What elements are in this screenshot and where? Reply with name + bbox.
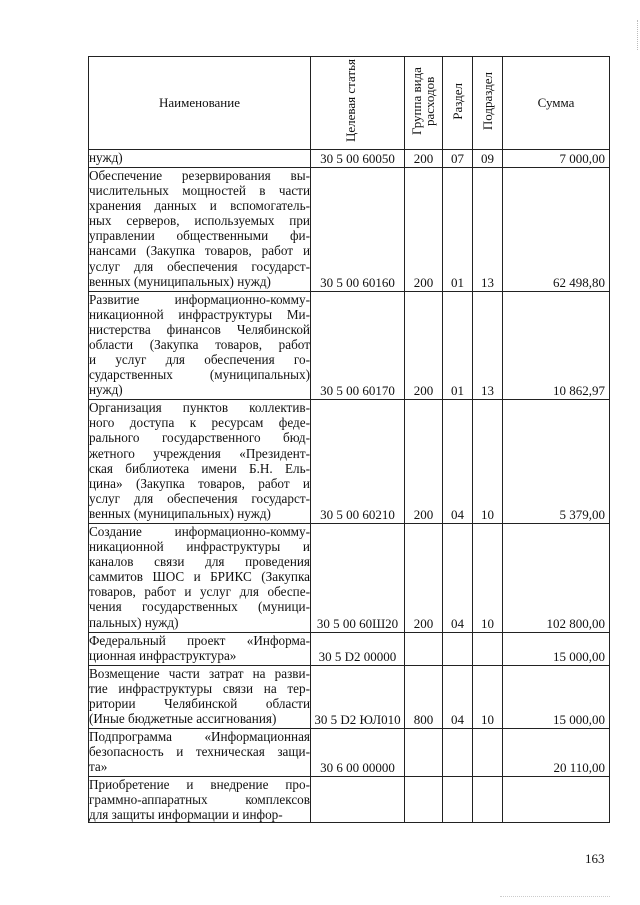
row-group	[405, 632, 443, 665]
row-name-line: венных (муниципальных) нужд)	[89, 273, 271, 289]
row-target-code: 30 5 D2 00000	[311, 632, 405, 665]
row-sum: 7 000,00	[503, 150, 610, 168]
row-name-line: Возмещение части затрат на разви-	[89, 665, 310, 681]
row-subsection: 13	[473, 291, 503, 400]
row-section	[443, 728, 473, 776]
row-subsection	[473, 777, 503, 823]
row-target-code: 30 5 00 60160	[311, 168, 405, 292]
row-name-line: ская библиотека имени Б.Н. Ель-	[89, 460, 310, 476]
row-target-code: 30 5 00 60210	[311, 400, 405, 524]
row-group: 200	[405, 168, 443, 292]
row-name-line: для защиты информации и инфор-	[89, 807, 283, 823]
header-name: Наименование	[89, 57, 311, 150]
row-name-cell	[89, 168, 311, 292]
scan-bottom-mark	[500, 896, 610, 897]
row-name-line: услуг для обеспечения государст-	[89, 490, 310, 506]
row-name-line: Создание информационно-комму-	[89, 523, 310, 539]
row-subsection	[473, 728, 503, 776]
row-name-line: пальных) нужд)	[89, 614, 179, 630]
header-subsection-text: Подраздел	[480, 71, 495, 131]
row-name-cell	[89, 665, 311, 728]
row-name-line: никационной инфраструктуры и	[89, 539, 310, 555]
row-sum: 62 498,80	[503, 168, 610, 292]
table-row	[89, 523, 610, 632]
row-group: 200	[405, 523, 443, 632]
table-row	[89, 777, 610, 823]
row-section: 07	[443, 150, 473, 168]
table-row	[89, 665, 610, 728]
row-target-code: 30 5 00 60170	[311, 291, 405, 400]
row-name-line: тие инфраструктуры связи на тер-	[89, 680, 310, 696]
header-target-text: Целевая статья	[342, 59, 358, 143]
row-name-line: товаров, работ и услуг для обеспе-	[89, 584, 310, 600]
header-group	[405, 57, 443, 150]
table-row	[89, 728, 610, 776]
row-sum	[503, 777, 610, 823]
row-name-line: области (Закупка товаров, работ	[89, 336, 310, 352]
row-name-line: венных (муниципальных) нужд)	[89, 505, 271, 521]
row-target-code: 30 5 00 60050	[311, 150, 405, 168]
row-sum: 15 000,00	[503, 665, 610, 728]
budget-table	[88, 56, 610, 823]
row-name-line: числительных мощностей в части	[89, 183, 310, 199]
row-group: 200	[405, 150, 443, 168]
row-name-cell	[89, 728, 311, 776]
row-subsection	[473, 632, 503, 665]
table-row	[89, 632, 610, 665]
row-name-line: Подпрограмма «Информационная	[89, 728, 310, 744]
row-sum: 15 000,00	[503, 632, 610, 665]
row-name-line: граммно-аппаратных комплексов	[89, 792, 310, 808]
table-header-row	[89, 57, 610, 150]
row-sum: 20 110,00	[503, 728, 610, 776]
row-name-line: ритории Челябинской области	[89, 695, 310, 711]
row-name-line: каналов связи для проведения	[89, 554, 310, 570]
row-name-line: нужд)	[89, 382, 123, 398]
row-section	[443, 632, 473, 665]
row-name-line: Развитие информационно-комму-	[89, 291, 310, 307]
row-sum: 10 862,97	[503, 291, 610, 400]
row-group	[405, 728, 443, 776]
row-name-line: Приобретение и внедрение про-	[89, 777, 310, 793]
row-sum: 102 800,00	[503, 523, 610, 632]
row-name-line: никационной инфраструктуры Ми-	[89, 306, 310, 322]
header-target	[311, 57, 405, 150]
table-body	[89, 150, 610, 823]
row-name-line: хранения данных и вспомогатель-	[89, 198, 310, 214]
row-target-code: 30 6 00 00000	[311, 728, 405, 776]
row-section: 01	[443, 168, 473, 292]
row-name-line: и услуг для обеспечения го-	[89, 352, 310, 368]
row-target-code: 30 5 00 60Ш20	[311, 523, 405, 632]
row-name-line: нужд)	[89, 150, 123, 165]
row-name-line: управлении общественными фи-	[89, 228, 310, 244]
row-section: 04	[443, 665, 473, 728]
header-group-text: Группа вида расходов	[408, 67, 437, 135]
row-name-cell	[89, 523, 311, 632]
row-target-code	[311, 777, 405, 823]
row-name-line: сударственных (муниципальных)	[89, 367, 310, 383]
row-name-line: жетного учреждения «Президент-	[89, 445, 310, 461]
row-name-cell	[89, 150, 311, 168]
row-subsection: 10	[473, 523, 503, 632]
row-section: 04	[443, 523, 473, 632]
row-name-line: (Иные бюджетные ассигнования)	[89, 710, 277, 726]
header-sum: Сумма	[503, 57, 610, 150]
row-name-cell	[89, 400, 311, 524]
row-name-line: та»	[89, 759, 108, 775]
table-row	[89, 168, 610, 292]
scan-edge-mark	[636, 20, 638, 50]
row-name-line: нистерства финансов Челябинской	[89, 321, 310, 337]
row-name-line: саммитов ШОС и БРИКС (Закупка	[89, 569, 310, 585]
row-section: 04	[443, 400, 473, 524]
row-subsection: 10	[473, 400, 503, 524]
row-group: 800	[405, 665, 443, 728]
row-name-line: нансами (Закупка товаров, работ и	[89, 243, 310, 259]
header-section	[443, 57, 473, 150]
row-name-cell	[89, 291, 311, 400]
row-group	[405, 777, 443, 823]
table-row	[89, 150, 610, 168]
row-subsection: 13	[473, 168, 503, 292]
row-target-code: 30 5 D2 ЮЛ010	[311, 665, 405, 728]
row-section: 01	[443, 291, 473, 400]
table-row	[89, 400, 610, 524]
row-name-line: цина» (Закупка товаров, работ и	[89, 475, 310, 491]
row-name-line: рального государственного бюд-	[89, 430, 310, 446]
row-section	[443, 777, 473, 823]
row-name-line: чения государственных (муници-	[89, 599, 310, 615]
row-name-line: Федеральный проект «Информа-	[89, 632, 310, 648]
row-name-cell	[89, 777, 311, 823]
row-name-line: Обеспечение резервирования вы-	[89, 168, 310, 183]
table-row	[89, 291, 610, 400]
row-name-cell	[89, 632, 311, 665]
row-name-line: ных серверов, используемых при	[89, 213, 310, 229]
row-name-line: ного доступа к ресурсам феде-	[89, 415, 310, 431]
row-name-line: безопасность и техническая защи-	[89, 744, 310, 760]
row-sum: 5 379,00	[503, 400, 610, 524]
row-group: 200	[405, 291, 443, 400]
row-subsection: 10	[473, 665, 503, 728]
header-subsection	[473, 57, 503, 150]
page-number: 163	[585, 851, 605, 866]
header-section-text: Раздел	[450, 82, 465, 120]
row-group: 200	[405, 400, 443, 524]
row-name-line: Организация пунктов коллектив-	[89, 400, 310, 416]
row-subsection: 09	[473, 150, 503, 168]
row-name-line: ционная инфраструктура»	[89, 647, 237, 663]
row-name-line: услуг для обеспечения государст-	[89, 258, 310, 274]
